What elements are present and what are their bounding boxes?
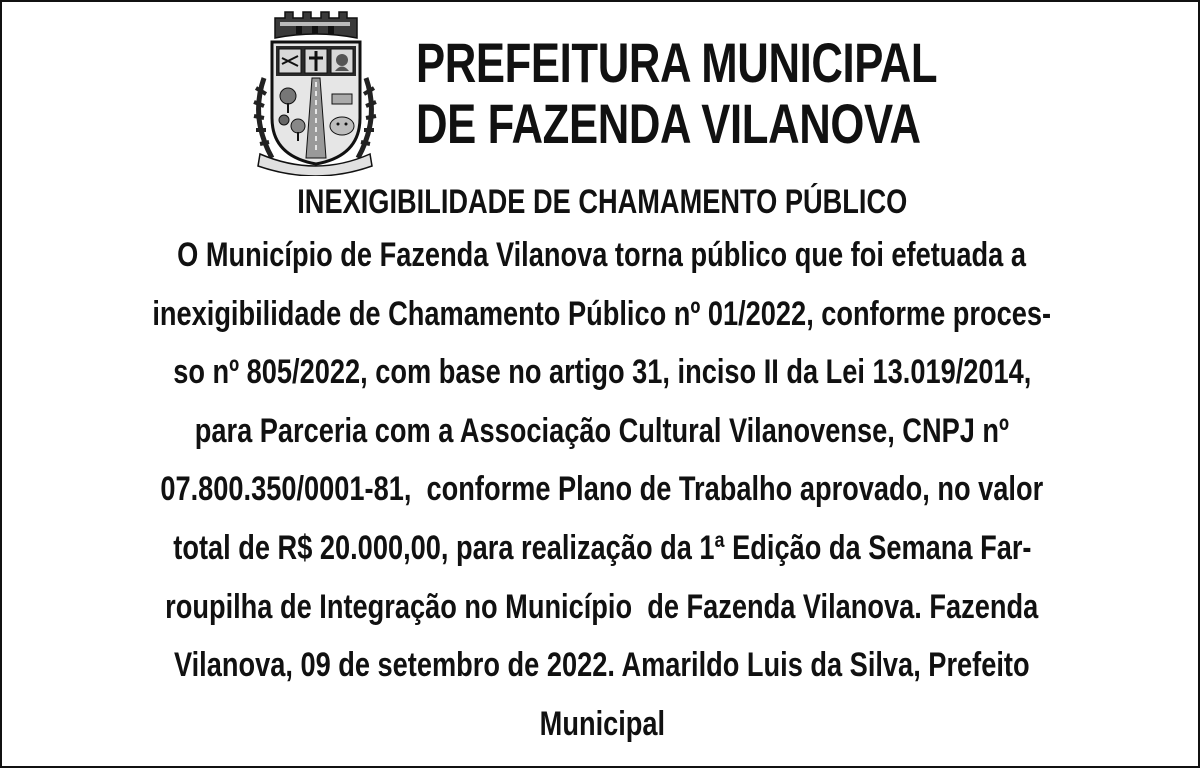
notice-heading (2, 182, 1200, 222)
notice-line-text: Municipal (539, 704, 665, 743)
notice-line-text: para Parceria com a Associação Cultural Vilanovense, CNPJ nº (194, 411, 1010, 450)
notice-line-text: Vilanova, 09 de setembro de 2022. Amarildo Luis da Silva, Prefeito (174, 646, 1030, 685)
notice-line-text: total de R$ 20.000,00, para realização da 1ª Edição da Semana Far- (172, 528, 1032, 567)
notice-line-text: so nº 805/2022, com base no artigo 31, inciso II da Lei 13.019/2014, (172, 353, 1032, 392)
notice-body (2, 226, 1200, 753)
notice-line (2, 578, 1200, 637)
notice-line (2, 460, 1200, 519)
notice-line (2, 343, 1200, 402)
notice-line-text: O Município de Fazenda Vilanova torna público que foi efetuada a (177, 236, 1027, 274)
notice-line-text: inexigibilidade de Chamamento Público nº 01/2022, conforme proces- (152, 294, 1052, 333)
notice-line (2, 695, 1200, 754)
notice-line (2, 636, 1200, 695)
notice-heading-text: INEXIGIBILIDADE DE CHAMAMENTO PÚBLICO (296, 183, 907, 221)
title-line-2: DE FAZENDA VILANOVA (416, 92, 921, 155)
title-line-1: PREFEITURA MUNICIPAL (416, 31, 938, 94)
municipal-coat-of-arms-icon (242, 8, 388, 176)
notice-line (2, 519, 1200, 578)
notice-line (2, 226, 1200, 285)
notice-line-text: roupilha de Integração no Município de Fazenda Vilanova. Fazenda (165, 587, 1039, 626)
notice-line (2, 402, 1200, 461)
municipality-title (416, 32, 1084, 154)
notice-line-text: 07.800.350/0001-81, conforme Plano de Trabalho aprovado, no valor (160, 470, 1044, 509)
notice-line (2, 285, 1200, 344)
